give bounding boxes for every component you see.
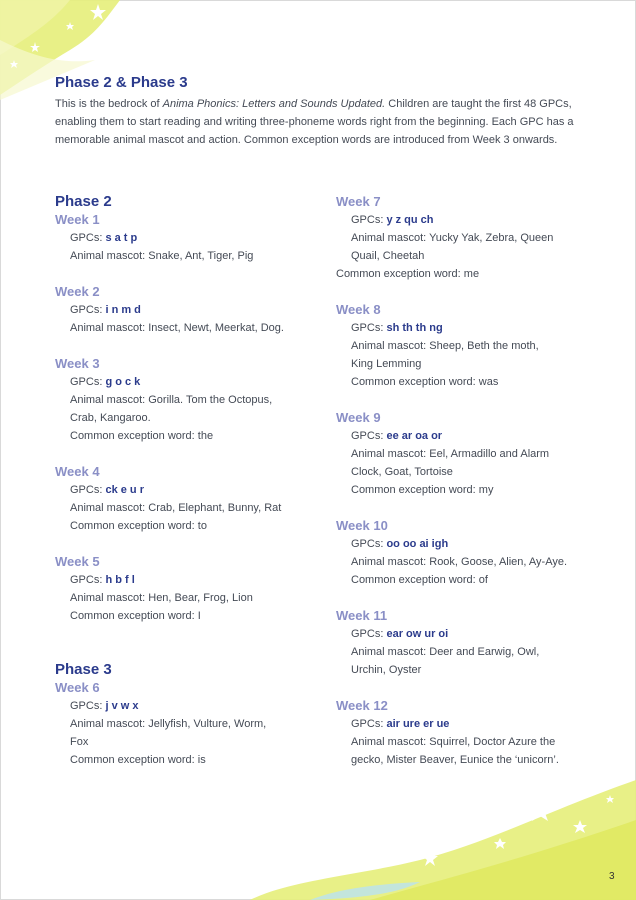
week-12-heading: Week 12 [336,698,388,713]
mascot-value: Snake, Ant, Tiger, Pig [148,250,254,262]
mascot-line [336,553,606,571]
week-8-heading: Week 8 [336,302,381,317]
phase-2-heading: Phase 2 [55,193,112,210]
gpcs-line [336,715,606,733]
mascot-line [55,499,315,517]
exception-line [336,265,606,283]
week-1-block [55,211,315,265]
mascot-label: Animal mascot: [70,718,149,730]
phase-3-heading: Phase 3 [55,661,112,678]
mascot-label: Animal mascot: [70,502,149,514]
gpcs-label: GPCs: [70,304,106,316]
gpcs-value: i n m d [105,304,141,316]
mascot-value: Hen, Bear, Frog, Lion [148,592,253,604]
week-11-heading: Week 11 [336,608,388,623]
gpcs-label: GPCs: [351,718,387,730]
decorative-splash-top [0,0,130,110]
intro-paragraph [55,95,581,149]
exception-label: Common exception word: [70,610,198,622]
intro-text-emphasis: Anima Phonics: Letters and Sounds Updated. [162,98,386,110]
week-1-heading: Week 1 [55,212,100,227]
page-title: Phase 2 & Phase 3 [55,74,188,91]
gpcs-line [55,481,315,499]
right-column [336,193,606,787]
gpcs-value: oo oo ai igh [386,538,449,550]
week-4-block [55,463,315,535]
intro-text-before: This is the bedrock of [55,98,163,110]
week-8-block [336,301,606,391]
week-5-heading: Week 5 [55,554,100,569]
exception-line [55,751,315,769]
gpcs-label: GPCs: [351,430,387,442]
exception-line [55,517,315,535]
gpcs-label: GPCs: [70,700,106,712]
mascot-line [336,643,606,661]
gpcs-line [336,535,606,553]
mascot-label: Animal mascot: [70,250,149,262]
exception-value: to [197,520,207,532]
mascot-value: Insect, Newt, Meerkat, Dog. [148,322,284,334]
gpcs-label: GPCs: [70,232,106,244]
mascot-line-continued: Clock, Goat, Tortoise [351,466,453,478]
exception-label: Common exception word: [70,754,198,766]
mascot-line-continued: Quail, Cheetah [351,250,425,262]
week-5-block [55,553,315,625]
gpcs-value: ee ar oa or [386,430,443,442]
mascot-line [55,391,315,409]
gpcs-value: air ure er ue [386,718,450,730]
mascot-line [336,445,606,463]
gpcs-label: GPCs: [70,574,106,586]
mascot-line [55,589,315,607]
mascot-value: Crab, Elephant, Bunny, Rat [148,502,282,514]
mascot-value: Jellyfish, Vulture, Worm, [148,718,267,730]
exception-value: me [463,268,480,280]
gpcs-label: GPCs: [351,628,387,640]
mascot-value: Sheep, Beth the moth, [429,340,539,352]
week-10-block [336,517,606,589]
mascot-line [55,319,315,337]
gpcs-line [336,625,606,643]
gpcs-line [55,697,315,715]
gpcs-line [55,373,315,391]
mascot-value: Rook, Goose, Alien, Ay-Aye. [429,556,568,568]
exception-value: the [197,430,214,442]
exception-label: Common exception word: [351,574,479,586]
gpcs-line [55,301,315,319]
exception-line [336,571,606,589]
exception-line [55,607,315,625]
week-9-heading: Week 9 [336,410,381,425]
page-number: 3 [609,871,615,882]
gpcs-value: ck e u r [105,484,144,496]
mascot-line-continued: King Lemming [351,358,422,370]
mascot-label: Animal mascot: [70,322,149,334]
week-6-heading: Week 6 [55,680,100,695]
mascot-label: Animal mascot: [70,394,149,406]
gpcs-line [55,571,315,589]
exception-line [336,481,606,499]
exception-label: Common exception word: [351,484,479,496]
exception-label: Common exception word: [70,520,198,532]
exception-label: Common exception word: [336,268,464,280]
mascot-line-continued: Crab, Kangaroo. [70,412,151,424]
gpcs-line [336,319,606,337]
mascot-value: Squirrel, Doctor Azure the [429,736,556,748]
gpcs-line [336,211,606,229]
mascot-value: Deer and Earwig, Owl, [429,646,540,658]
exception-label: Common exception word: [70,430,198,442]
exception-value: of [478,574,488,586]
gpcs-line [336,427,606,445]
gpcs-label: GPCs: [70,484,106,496]
mascot-label: Animal mascot: [70,592,149,604]
mascot-line [336,229,606,247]
gpcs-value: ear ow ur oi [386,628,449,640]
mascot-label: Animal mascot: [351,736,430,748]
mascot-line [55,715,315,733]
mascot-line-continued: gecko, Mister Beaver, Eunice the ‘unicorn’. [351,754,559,766]
mascot-line-continued: Urchin, Oyster [351,664,422,676]
exception-value: my [478,484,494,496]
intro-text-after: Children are taught the first 48 GPCs, enabling them to start reading and writing three-phoneme words right from the beginning. Each GPC has a memorable animal mascot and action. Common exception words are introduced from Week 3 onwards. [55,98,574,146]
week-7-heading: Week 7 [336,194,381,209]
gpcs-label: GPCs: [351,214,387,226]
mascot-value: Gorilla. Tom the Octopus, [148,394,273,406]
mascot-label: Animal mascot: [351,232,430,244]
week-2-heading: Week 2 [55,284,100,299]
mascot-value: Eel, Armadillo and Alarm [429,448,550,460]
week-6-block [55,679,315,769]
week-9-block [336,409,606,499]
gpcs-value: y z qu ch [386,214,434,226]
left-column [55,193,315,787]
week-2-block [55,283,315,337]
decorative-splash-bottom [250,780,636,900]
week-11-block [336,607,606,679]
exception-label: Common exception word: [351,376,479,388]
gpcs-value: g o c k [105,376,141,388]
gpcs-value: s a t p [105,232,138,244]
exception-value: was [478,376,499,388]
mascot-label: Animal mascot: [351,646,430,658]
mascot-line [336,337,606,355]
mascot-label: Animal mascot: [351,556,430,568]
mascot-value: Yucky Yak, Zebra, Queen [429,232,554,244]
exception-line [55,427,315,445]
mascot-line [336,733,606,751]
mascot-label: Animal mascot: [351,340,430,352]
gpcs-label: GPCs: [351,322,387,334]
gpcs-label: GPCs: [70,376,106,388]
exception-value: is [197,754,206,766]
mascot-line-continued: Fox [70,736,89,748]
week-10-heading: Week 10 [336,518,388,533]
week-12-block [336,697,606,769]
mascot-line [55,247,315,265]
mascot-label: Animal mascot: [351,448,430,460]
week-4-heading: Week 4 [55,464,100,479]
exception-line [336,373,606,391]
week-7-block [336,193,606,283]
gpcs-value: h b f l [105,574,135,586]
week-3-block [55,355,315,445]
gpcs-label: GPCs: [351,538,387,550]
gpcs-value: j v w x [105,700,139,712]
gpcs-line [55,229,315,247]
gpcs-value: sh th th ng [386,322,443,334]
exception-value: I [197,610,201,622]
week-3-heading: Week 3 [55,356,100,371]
